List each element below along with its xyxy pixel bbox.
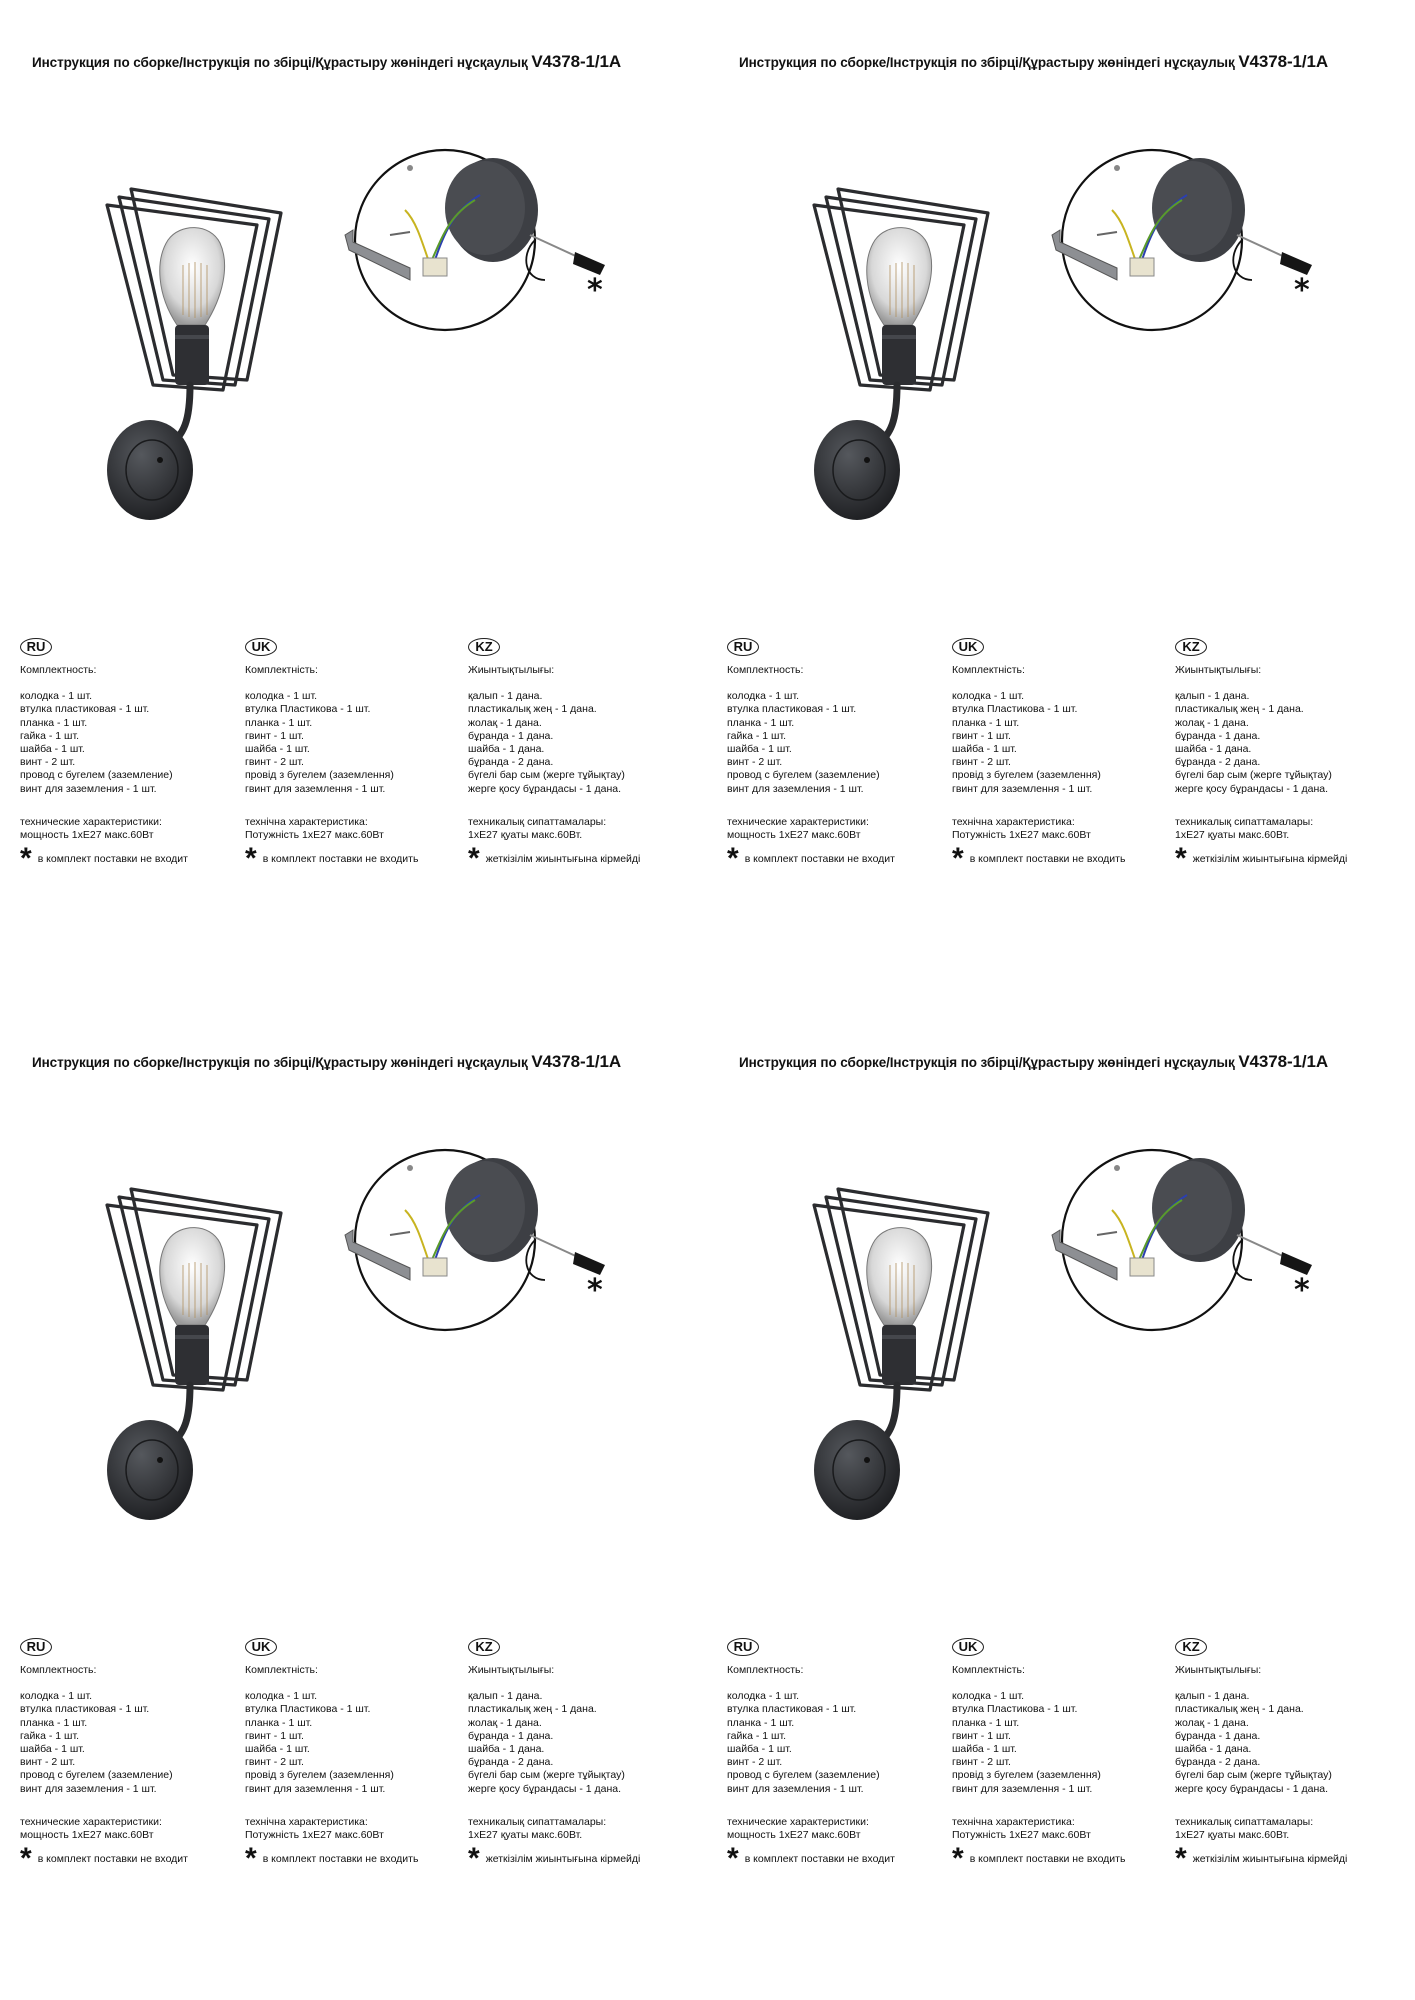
- asterisk-icon: *: [468, 1842, 480, 1876]
- tech-value-uk: Потужність 1хЕ27 макс.60Вт: [245, 829, 384, 842]
- asterisk-icon: *: [20, 842, 32, 876]
- mounting-detail-diagram: [335, 1140, 635, 1340]
- tech-label-ru: технические характеристики:: [727, 815, 869, 828]
- panel-title: [32, 1052, 621, 1072]
- kit-header-kz: Жиынтықтылығы:: [468, 1664, 555, 1676]
- kit-item: колодка - 1 шт.: [727, 690, 800, 703]
- instruction-panel-bl: [0, 1000, 707, 2000]
- tech-label-kz: техникалық сипаттамалары:: [468, 815, 607, 828]
- kit-item: қалып - 1 дана.: [1175, 1690, 1250, 1703]
- kit-item: втулка Пластикова - 1 шт.: [952, 703, 1078, 716]
- kit-header-kz: Жиынтықтылығы:: [468, 664, 555, 676]
- kit-item: қалып - 1 дана.: [1175, 690, 1250, 703]
- column-kz: [468, 638, 683, 876]
- kit-item: винт для заземления - 1 шт.: [20, 782, 157, 795]
- kit-item: колодка - 1 шт.: [727, 1690, 800, 1703]
- panel-title: [32, 52, 621, 72]
- model-number: V4378-1/1A: [531, 1052, 622, 1071]
- kit-item: провід з бугелем (заземлення): [952, 1769, 1101, 1782]
- kit-item: винт для заземления - 1 шт.: [727, 782, 864, 795]
- kit-item: шайба - 1 шт.: [727, 1743, 792, 1756]
- kit-item: бұранда - 1 дана.: [1175, 729, 1261, 742]
- kit-item: шайба - 1 шт.: [20, 743, 85, 756]
- kit-list-ru: [727, 690, 942, 796]
- kit-item: пластикалық жең - 1 дана.: [468, 703, 597, 716]
- kit-list-uk: [245, 690, 460, 796]
- kit-item: бүгелі бар сым (жерге тұйықтау): [468, 769, 625, 782]
- kit-item: винт - 2 шт.: [727, 1756, 783, 1769]
- kit-header-kz: Жиынтықтылығы:: [1175, 664, 1262, 676]
- column-ru: [727, 1638, 942, 1876]
- kit-list-kz: [1175, 1690, 1390, 1796]
- kit-item: гвинт - 1 шт.: [245, 729, 304, 742]
- tech-label-kz: техникалық сипаттамалары:: [1175, 815, 1314, 828]
- kit-item: втулка пластиковая - 1 шт.: [727, 1703, 857, 1716]
- kit-list-uk: [952, 1690, 1167, 1796]
- tech-value-kz: 1хЕ27 қуаты макс.60Вт.: [1175, 829, 1290, 842]
- tech-label-uk: технічна характеристика:: [245, 815, 368, 828]
- tech-value-uk: Потужність 1хЕ27 макс.60Вт: [952, 829, 1091, 842]
- kit-header-ru: Комплектность:: [727, 664, 804, 676]
- kit-item: гвинт - 1 шт.: [952, 1729, 1011, 1742]
- kit-item: шайба - 1 дана.: [1175, 743, 1252, 756]
- kit-item: жерге қосу бұрандасы - 1 дана.: [1175, 1782, 1329, 1795]
- kit-item: колодка - 1 шт.: [20, 1690, 93, 1703]
- kit-item: планка - 1 шт.: [245, 716, 313, 729]
- kit-item: жолақ - 1 дана.: [1175, 1716, 1249, 1729]
- kit-item: бұранда - 2 дана.: [1175, 756, 1261, 769]
- kit-item: жерге қосу бұрандасы - 1 дана.: [1175, 782, 1329, 795]
- kit-list-kz: [468, 690, 683, 796]
- asterisk-icon: *: [245, 842, 257, 876]
- kit-header-ru: Комплектность:: [20, 664, 97, 676]
- kit-item: гайка - 1 шт.: [727, 729, 787, 742]
- kit-item: бұранда - 1 дана.: [1175, 1729, 1261, 1742]
- kit-item: планка - 1 шт.: [727, 716, 795, 729]
- kit-item: пластикалық жең - 1 дана.: [1175, 1703, 1304, 1716]
- tech-value-kz: 1хЕ27 қуаты макс.60Вт.: [1175, 1829, 1290, 1842]
- kit-item: втулка Пластикова - 1 шт.: [245, 1703, 371, 1716]
- kit-item: жолақ - 1 дана.: [468, 1716, 542, 1729]
- kit-item: пластикалық жең - 1 дана.: [468, 1703, 597, 1716]
- model-number: V4378-1/1A: [1238, 52, 1329, 71]
- kit-item: гвинт для заземлення - 1 шт.: [952, 782, 1093, 795]
- kit-item: бұранда - 1 дана.: [468, 729, 554, 742]
- kit-item: гвинт - 2 шт.: [245, 1756, 304, 1769]
- kit-header-uk: Комплектність:: [245, 664, 318, 676]
- model-number: V4378-1/1A: [531, 52, 622, 71]
- kit-item: провод с бугелем (заземление): [727, 1769, 880, 1782]
- tech-value-uk: Потужність 1хЕ27 макс.60Вт: [245, 1829, 384, 1842]
- not-included-note-uk: * в комплект поставки не входить: [952, 842, 1126, 876]
- not-included-note-kz: * жеткізілім жиынтығына кірмейді: [1175, 842, 1348, 876]
- tech-label-kz: техникалық сипаттамалары:: [1175, 1815, 1314, 1828]
- kit-header-uk: Комплектність:: [245, 1664, 318, 1676]
- kit-item: колодка - 1 шт.: [245, 1690, 318, 1703]
- kit-item: шайба - 1 шт.: [245, 743, 310, 756]
- asterisk-icon: *: [468, 842, 480, 876]
- tech-value-ru: мощность 1хЕ27 макс.60Вт: [727, 1829, 861, 1842]
- kit-item: провід з бугелем (заземлення): [245, 769, 394, 782]
- kit-item: винт - 2 шт.: [727, 756, 783, 769]
- kit-item: гвинт - 2 шт.: [952, 1756, 1011, 1769]
- not-included-note-kz: * жеткізілім жиынтығына кірмейді: [1175, 1842, 1348, 1876]
- not-included-note-kz: * жеткізілім жиынтығына кірмейді: [468, 1842, 641, 1876]
- lang-badge-ru: RU: [20, 1638, 52, 1656]
- tech-label-ru: технические характеристики:: [20, 815, 162, 828]
- kit-item: шайба - 1 шт.: [245, 1743, 310, 1756]
- kit-item: втулка пластиковая - 1 шт.: [20, 1703, 150, 1716]
- column-kz: [1175, 638, 1390, 876]
- asterisk-icon: *: [1175, 1842, 1187, 1876]
- kit-item: винт - 2 шт.: [20, 1756, 76, 1769]
- kit-item: гвинт - 1 шт.: [952, 729, 1011, 742]
- kit-item: шайба - 1 дана.: [468, 1743, 545, 1756]
- tech-value-kz: 1хЕ27 қуаты макс.60Вт.: [468, 1829, 583, 1842]
- kit-item: жерге қосу бұрандасы - 1 дана.: [468, 1782, 622, 1795]
- column-uk: [952, 1638, 1167, 1876]
- kit-item: втулка Пластикова - 1 шт.: [245, 703, 371, 716]
- not-included-note-kz: * жеткізілім жиынтығына кірмейді: [468, 842, 641, 876]
- asterisk-icon: *: [245, 1842, 257, 1876]
- kit-item: планка - 1 шт.: [952, 1716, 1020, 1729]
- lang-badge-ru: RU: [20, 638, 52, 656]
- title-text: Инструкция по сборке/Інструкція по збірці/Құрастыру жөніндегі нұсқаулық: [739, 55, 1235, 70]
- panel-title: [739, 1052, 1328, 1072]
- tech-label-ru: технические характеристики:: [20, 1815, 162, 1828]
- kit-item: бұранда - 1 дана.: [468, 1729, 554, 1742]
- tech-value-kz: 1хЕ27 қуаты макс.60Вт.: [468, 829, 583, 842]
- column-ru: [20, 1638, 235, 1876]
- tech-label-uk: технічна характеристика:: [952, 815, 1075, 828]
- kit-item: жолақ - 1 дана.: [1175, 716, 1249, 729]
- mounting-detail-diagram: [1042, 140, 1342, 340]
- tech-value-uk: Потужність 1хЕ27 макс.60Вт: [952, 1829, 1091, 1842]
- kit-item: колодка - 1 шт.: [952, 690, 1025, 703]
- tech-label-uk: технічна характеристика:: [952, 1815, 1075, 1828]
- column-uk: [245, 1638, 460, 1876]
- detail-star: *: [1294, 273, 1310, 308]
- not-included-note-ru: * в комплект поставки не входит: [727, 1842, 895, 1876]
- detail-star: *: [587, 273, 603, 308]
- kit-item: қалып - 1 дана.: [468, 1690, 543, 1703]
- lang-badge-kz: KZ: [468, 638, 500, 656]
- instruction-panel-br: [707, 1000, 1414, 2000]
- asterisk-icon: *: [1175, 842, 1187, 876]
- kit-header-ru: Комплектность:: [20, 1664, 97, 1676]
- wall-lamp-illustration: [812, 185, 1012, 545]
- kit-item: планка - 1 шт.: [20, 716, 88, 729]
- kit-item: гайка - 1 шт.: [20, 1729, 80, 1742]
- instruction-panel-tl: [0, 0, 707, 1000]
- tech-value-ru: мощность 1хЕ27 макс.60Вт: [20, 1829, 154, 1842]
- kit-item: гайка - 1 шт.: [20, 729, 80, 742]
- kit-item: винт для заземления - 1 шт.: [20, 1782, 157, 1795]
- mounting-detail-diagram: [335, 140, 635, 340]
- kit-item: шайба - 1 дана.: [1175, 1743, 1252, 1756]
- wall-lamp-illustration: [812, 1185, 1012, 1545]
- asterisk-icon: *: [952, 842, 964, 876]
- kit-item: гвинт - 1 шт.: [245, 1729, 304, 1742]
- title-text: Инструкция по сборке/Інструкція по збірці/Құрастыру жөніндегі нұсқаулық: [739, 1055, 1235, 1070]
- kit-item: шайба - 1 шт.: [952, 743, 1017, 756]
- kit-item: шайба - 1 дана.: [468, 743, 545, 756]
- kit-item: гвинт - 2 шт.: [952, 756, 1011, 769]
- kit-item: колодка - 1 шт.: [952, 1690, 1025, 1703]
- kit-item: колодка - 1 шт.: [20, 690, 93, 703]
- kit-list-uk: [952, 690, 1167, 796]
- kit-item: гайка - 1 шт.: [727, 1729, 787, 1742]
- kit-list-ru: [20, 690, 235, 796]
- kit-item: планка - 1 шт.: [952, 716, 1020, 729]
- lang-badge-kz: KZ: [468, 1638, 500, 1656]
- lang-badge-ru: RU: [727, 1638, 759, 1656]
- kit-item: бұранда - 2 дана.: [468, 1756, 554, 1769]
- kit-list-kz: [1175, 690, 1390, 796]
- not-included-note-uk: * в комплект поставки не входить: [952, 1842, 1126, 1876]
- kit-header-ru: Комплектность:: [727, 1664, 804, 1676]
- lang-badge-uk: UK: [952, 638, 984, 656]
- not-included-note-ru: * в комплект поставки не входит: [727, 842, 895, 876]
- asterisk-icon: *: [20, 1842, 32, 1876]
- kit-item: шайба - 1 шт.: [20, 1743, 85, 1756]
- tech-value-ru: мощность 1хЕ27 макс.60Вт: [727, 829, 861, 842]
- not-included-note-uk: * в комплект поставки не входить: [245, 1842, 419, 1876]
- column-ru: [727, 638, 942, 876]
- lang-badge-uk: UK: [245, 638, 277, 656]
- kit-item: провод с бугелем (заземление): [20, 769, 173, 782]
- title-text: Инструкция по сборке/Інструкція по збірці/Құрастыру жөніндегі нұсқаулық: [32, 55, 528, 70]
- kit-item: планка - 1 шт.: [245, 1716, 313, 1729]
- asterisk-icon: *: [952, 1842, 964, 1876]
- not-included-note-uk: * в комплект поставки не входить: [245, 842, 419, 876]
- kit-header-uk: Комплектність:: [952, 664, 1025, 676]
- kit-item: гвинт для заземлення - 1 шт.: [952, 1782, 1093, 1795]
- column-ru: [20, 638, 235, 876]
- mounting-detail-diagram: [1042, 1140, 1342, 1340]
- tech-label-ru: технические характеристики:: [727, 1815, 869, 1828]
- kit-item: планка - 1 шт.: [20, 1716, 88, 1729]
- kit-item: пластикалық жең - 1 дана.: [1175, 703, 1304, 716]
- kit-item: бүгелі бар сым (жерге тұйықтау): [468, 1769, 625, 1782]
- kit-item: втулка пластиковая - 1 шт.: [727, 703, 857, 716]
- column-kz: [1175, 1638, 1390, 1876]
- detail-star: *: [587, 1273, 603, 1308]
- column-uk: [245, 638, 460, 876]
- kit-item: бұранда - 2 дана.: [468, 756, 554, 769]
- kit-item: қалып - 1 дана.: [468, 690, 543, 703]
- column-uk: [952, 638, 1167, 876]
- kit-item: шайба - 1 шт.: [727, 743, 792, 756]
- kit-item: бүгелі бар сым (жерге тұйықтау): [1175, 1769, 1332, 1782]
- lang-badge-kz: KZ: [1175, 638, 1207, 656]
- kit-list-ru: [20, 1690, 235, 1796]
- title-text: Инструкция по сборке/Інструкція по збірці/Құрастыру жөніндегі нұсқаулық: [32, 1055, 528, 1070]
- not-included-note-ru: * в комплект поставки не входит: [20, 1842, 188, 1876]
- lang-badge-kz: KZ: [1175, 1638, 1207, 1656]
- panel-title: [739, 52, 1328, 72]
- asterisk-icon: *: [727, 1842, 739, 1876]
- model-number: V4378-1/1A: [1238, 1052, 1329, 1071]
- kit-item: планка - 1 шт.: [727, 1716, 795, 1729]
- kit-item: провід з бугелем (заземлення): [952, 769, 1101, 782]
- kit-item: колодка - 1 шт.: [245, 690, 318, 703]
- tech-label-uk: технічна характеристика:: [245, 1815, 368, 1828]
- kit-item: втулка пластиковая - 1 шт.: [20, 703, 150, 716]
- lang-badge-ru: RU: [727, 638, 759, 656]
- kit-item: винт - 2 шт.: [20, 756, 76, 769]
- kit-list-kz: [468, 1690, 683, 1796]
- kit-list-uk: [245, 1690, 460, 1796]
- instruction-panel-tr: [707, 0, 1414, 1000]
- kit-item: провод с бугелем (заземление): [20, 1769, 173, 1782]
- kit-item: гвинт для заземлення - 1 шт.: [245, 1782, 386, 1795]
- kit-item: жолақ - 1 дана.: [468, 716, 542, 729]
- kit-list-ru: [727, 1690, 942, 1796]
- kit-item: провод с бугелем (заземление): [727, 769, 880, 782]
- lang-badge-uk: UK: [952, 1638, 984, 1656]
- column-kz: [468, 1638, 683, 1876]
- kit-item: гвинт для заземлення - 1 шт.: [245, 782, 386, 795]
- kit-item: шайба - 1 шт.: [952, 1743, 1017, 1756]
- not-included-note-ru: * в комплект поставки не входит: [20, 842, 188, 876]
- asterisk-icon: *: [727, 842, 739, 876]
- kit-item: провід з бугелем (заземлення): [245, 1769, 394, 1782]
- kit-header-kz: Жиынтықтылығы:: [1175, 1664, 1262, 1676]
- tech-value-ru: мощность 1хЕ27 макс.60Вт: [20, 829, 154, 842]
- kit-item: бұранда - 2 дана.: [1175, 1756, 1261, 1769]
- kit-item: жерге қосу бұрандасы - 1 дана.: [468, 782, 622, 795]
- kit-item: винт для заземления - 1 шт.: [727, 1782, 864, 1795]
- kit-header-uk: Комплектність:: [952, 1664, 1025, 1676]
- detail-star: *: [1294, 1273, 1310, 1308]
- kit-item: втулка Пластикова - 1 шт.: [952, 1703, 1078, 1716]
- kit-item: гвинт - 2 шт.: [245, 756, 304, 769]
- kit-item: бүгелі бар сым (жерге тұйықтау): [1175, 769, 1332, 782]
- wall-lamp-illustration: [105, 185, 305, 545]
- lang-badge-uk: UK: [245, 1638, 277, 1656]
- wall-lamp-illustration: [105, 1185, 305, 1545]
- tech-label-kz: техникалық сипаттамалары:: [468, 1815, 607, 1828]
